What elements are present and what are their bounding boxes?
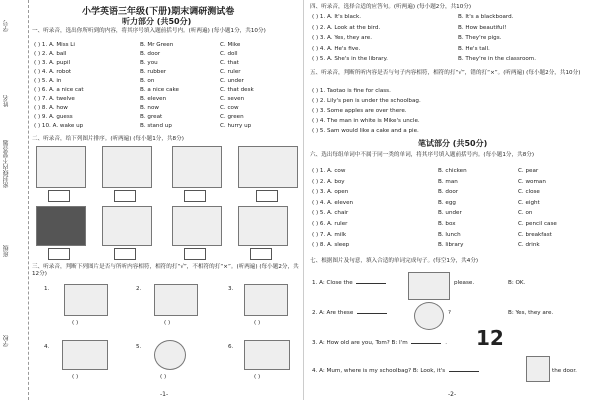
s5-row-1-col-1[interactable]: ( ) 1. Taotao is fine for class. [312,88,391,94]
s1-row-1-col-1[interactable]: ( ) 1. A. Miss Li [34,42,75,48]
s6-row-2-col-3: C. woman [518,178,546,185]
s4-row-3-col-1[interactable]: ( ) 3. A. Yes, they are. [312,35,372,41]
picture-family [238,146,298,188]
s1-row-7-col-2: B. eleven [140,96,167,102]
s1-row-2-col-2: B. door [140,51,161,57]
s7-q1-answer: B: OK. [508,280,526,286]
s3-picture-3 [244,284,288,316]
margin-label-class: 班级 [3,245,10,257]
s1-row-8-col-3: C. cow [220,105,239,111]
s1-row-2-col-3: C. doll [220,51,238,57]
s7-q4-tail: the door. [552,368,577,374]
s7-q4-prompt [312,368,481,375]
s1-row-1-col-2: B. Mr Green [140,42,174,48]
s3-answer-6[interactable]: ( ) [254,374,261,380]
s4-row-1-col-1[interactable]: ( ) 1. A. It's black. [312,14,362,20]
s4-row-3-col-2: B. They're pigs. [458,35,502,41]
written-section-title: 笔试部分 (共50分) [418,139,488,148]
s4-row-5-col-1[interactable]: ( ) 5. A. She's in the library. [312,56,388,62]
s6-row-1-col-1[interactable]: ( ) 1. A. cow [312,168,346,174]
margin-label-seal: 密封线内不要答题 [3,140,10,188]
s3-num-2: 2. [136,286,142,292]
s1-row-7-col-1[interactable]: ( ) 7. A. twelve [34,96,75,102]
s7-q3-text: 3. A: How old are you, Tom? B: I'm [312,340,408,346]
s5-row-4-col-1[interactable]: ( ) 4. The man in white is Mike's uncle. [312,118,420,124]
binding-margin [0,0,29,400]
s6-row-7-col-1[interactable]: ( ) 7. A. milk [312,231,347,238]
s7-blank-2[interactable] [357,313,387,314]
s3-answer-3[interactable]: ( ) [254,320,261,326]
s7-q2-answer: B: Yes, they are. [508,310,554,316]
page-left [30,0,302,400]
picture-bird [36,206,86,246]
s6-row-8-col-2: B. library [438,242,464,249]
s4-row-2-col-1[interactable]: ( ) 2. A. Look at the bird. [312,24,381,31]
section-3-heading: 三、听录音，判断下列图片是否与所听内容相符，相符的打“√”，不相符的打“×”。(听两遍) (每小题2分，共12分) [32,264,299,277]
s4-row-4-col-2: B. He's tall. [458,45,490,52]
picture-dog [102,146,152,188]
s6-row-6-col-3: C. pencil case [518,221,557,227]
page-divider [303,0,304,400]
s6-row-8-col-3: C. drink [518,242,540,249]
s3-picture-6 [244,340,290,370]
margin-label-id: 学号 [3,20,10,32]
s1-row-8-col-2: B. now [140,105,159,111]
s7-blank-1[interactable] [356,283,386,284]
s6-row-3-col-2: B. door [438,189,459,196]
exam-title: 小学英语三年级(下册)期末调研测试卷 [82,7,235,17]
s6-row-4-col-1[interactable]: ( ) 4. A. eleven [312,199,354,206]
s1-row-4-col-2: B. rubber [140,69,167,75]
order-box-8[interactable] [250,248,272,260]
s7-q3-tail: . [445,340,448,346]
s3-num-4: 4. [44,344,50,350]
picture-clock [102,206,152,246]
s6-row-8-col-1[interactable]: ( ) 8. A. sleep [312,242,350,249]
picture-classroom [172,146,222,188]
s3-num-3: 3. [228,286,234,292]
s7-q2-prompt [312,310,389,317]
section-1-heading: 一、听录音，选出你所听到的内容，将其序号填入题前括号内。(听两遍) (每小题1分，共10分) [32,28,266,34]
s6-row-1-col-2: B. chicken [438,168,467,174]
section-6-heading: 六、选出每组单词中不属于同一类的单词，将其序号填入题前括号内。(每小题1分，共8分) [310,152,535,158]
s7-q1-tail: please. [454,280,475,286]
page-number-left: -1- [160,391,169,398]
section-5-heading: 五、听录音，判断所听内容是否与句子内容相符，相符的打“√”，错的打“×”。(听两遍) (每小题2分，共10分) [310,70,581,76]
s7-picture-number: 12 [476,326,504,350]
s1-row-4-col-3: C. ruler [220,69,241,75]
order-box-1[interactable] [48,190,70,202]
page-right [308,0,598,400]
s6-row-5-col-1[interactable]: ( ) 5. A. chair [312,210,349,217]
s7-blank-3[interactable] [411,343,441,344]
s6-row-5-col-2: B. under [438,210,462,217]
s7-q2-tail: ? [448,310,451,316]
s3-answer-1[interactable]: ( ) [72,320,79,326]
s1-row-3-col-3: C. that [220,60,239,66]
s5-row-2-col-1[interactable]: ( ) 2. Lily's pen is under the schoolbag. [312,98,421,104]
order-box-6[interactable] [114,248,136,260]
s4-row-1-col-2: B. It's a blackboard. [458,14,514,20]
s4-row-2-col-2: B. How beautiful! [458,24,507,31]
s3-answer-4[interactable]: ( ) [72,374,79,380]
picture-children [36,146,86,188]
s1-row-7-col-3: C. seven [220,96,245,102]
s7-blank-4[interactable] [449,371,479,372]
page-number-right: -2- [448,391,457,398]
order-box-5[interactable] [48,248,70,260]
s6-row-4-col-3: C. eight [518,199,540,206]
section-4-heading: 四、听录音，选择合适的应答句。(听两遍) (每小题2分，共10分) [310,4,472,10]
s1-row-10-col-2: B. stand up [140,123,172,129]
s1-row-5-col-1[interactable]: ( ) 5. A. in [34,78,62,84]
s1-row-1-col-3: C. Mike [220,42,241,48]
s6-row-5-col-3: C. on [518,210,533,217]
s7-picture-fruit [414,302,444,330]
s1-row-9-col-3: C. green [220,114,244,120]
order-box-4[interactable] [256,190,278,202]
s3-picture-1 [64,284,108,316]
s6-row-3-col-1[interactable]: ( ) 3. A. open [312,189,349,196]
s1-row-8-col-1[interactable]: ( ) 8. A. how [34,105,68,111]
s1-row-5-col-3: C. under [220,78,244,84]
s1-row-10-col-1[interactable]: ( ) 10. A. wake up [34,123,84,129]
s7-q4-text: 4. A: Mum, where is my schoolbag? B: Look, it's [312,368,446,374]
s7-q1-prompt [312,280,388,287]
order-box-7[interactable] [184,248,206,260]
s1-row-10-col-3: C. hurry up [220,123,252,129]
order-box-2[interactable] [114,190,136,202]
s1-row-6-col-1[interactable]: ( ) 6. A. a nice cat [34,87,84,93]
listening-section-title: 听力部分 (共50分) [122,17,192,26]
s7-q3-prompt [312,340,447,347]
picture-cat [172,206,222,246]
s6-row-4-col-2: B. egg [438,199,456,206]
s7-q1-text: 1. A: Close the [312,280,353,286]
s3-picture-4 [62,340,108,370]
s6-row-7-col-2: B. lunch [438,231,461,238]
section-7-heading: 七、根据图片及句意，填入合适的单词完成句子。(每空1分，共4分) [310,258,479,264]
section-2-heading: 二、听录音，给下列图片排序。(听两遍) (每小题1分，共8分) [32,136,184,142]
s6-row-6-col-2: B. box [438,221,456,227]
s3-num-5: 5. [136,344,142,350]
s4-row-5-col-2: B. They're in the classroom. [458,56,537,62]
margin-label-school: 学校 [3,335,10,347]
s1-row-6-col-2: B. a nice cake [140,87,179,93]
s7-picture-schoolbag [526,356,550,382]
s6-row-1-col-3: C. pear [518,168,539,174]
s1-row-5-col-2: B. on [140,78,155,84]
s3-picture-2 [154,284,198,316]
s5-row-3-col-1[interactable]: ( ) 3. Some apples are over there. [312,108,407,114]
s4-row-4-col-1[interactable]: ( ) 4. A. He's five. [312,45,361,52]
s3-answer-5[interactable]: ( ) [160,374,167,380]
s6-row-6-col-1[interactable]: ( ) 6. A. ruler [312,221,348,227]
s1-row-9-col-2: B. great [140,114,163,120]
s7-q2-text: 2. A: Are these [312,310,354,316]
s6-row-3-col-3: C. close [518,189,540,196]
s5-row-5-col-1[interactable]: ( ) 5. Sam would like a cake and a pie. [312,128,419,134]
s1-row-6-col-3: C. that desk [220,87,254,93]
s3-picture-clock [154,340,186,370]
s6-row-7-col-3: C. breakfast [518,231,552,238]
s3-answer-2[interactable]: ( ) [164,320,171,326]
s7-picture-door [408,272,450,300]
s1-row-2-col-1[interactable]: ( ) 2. A. ball [34,51,67,57]
s1-row-9-col-1[interactable]: ( ) 9. A. guess [34,114,73,120]
picture-desk [238,206,288,246]
s3-num-6: 6. [228,344,234,350]
s1-row-3-col-2: B. you [140,60,158,66]
s3-num-1: 1. [44,286,50,292]
s1-row-4-col-1[interactable]: ( ) 4. A. robot [34,69,72,75]
s1-row-3-col-1[interactable]: ( ) 3. A. pupil [34,60,71,66]
s6-row-2-col-2: B. man [438,178,458,185]
order-box-3[interactable] [184,190,206,202]
s6-row-2-col-1[interactable]: ( ) 2. A. boy [312,178,345,185]
margin-label-name: 姓名 [3,95,10,107]
